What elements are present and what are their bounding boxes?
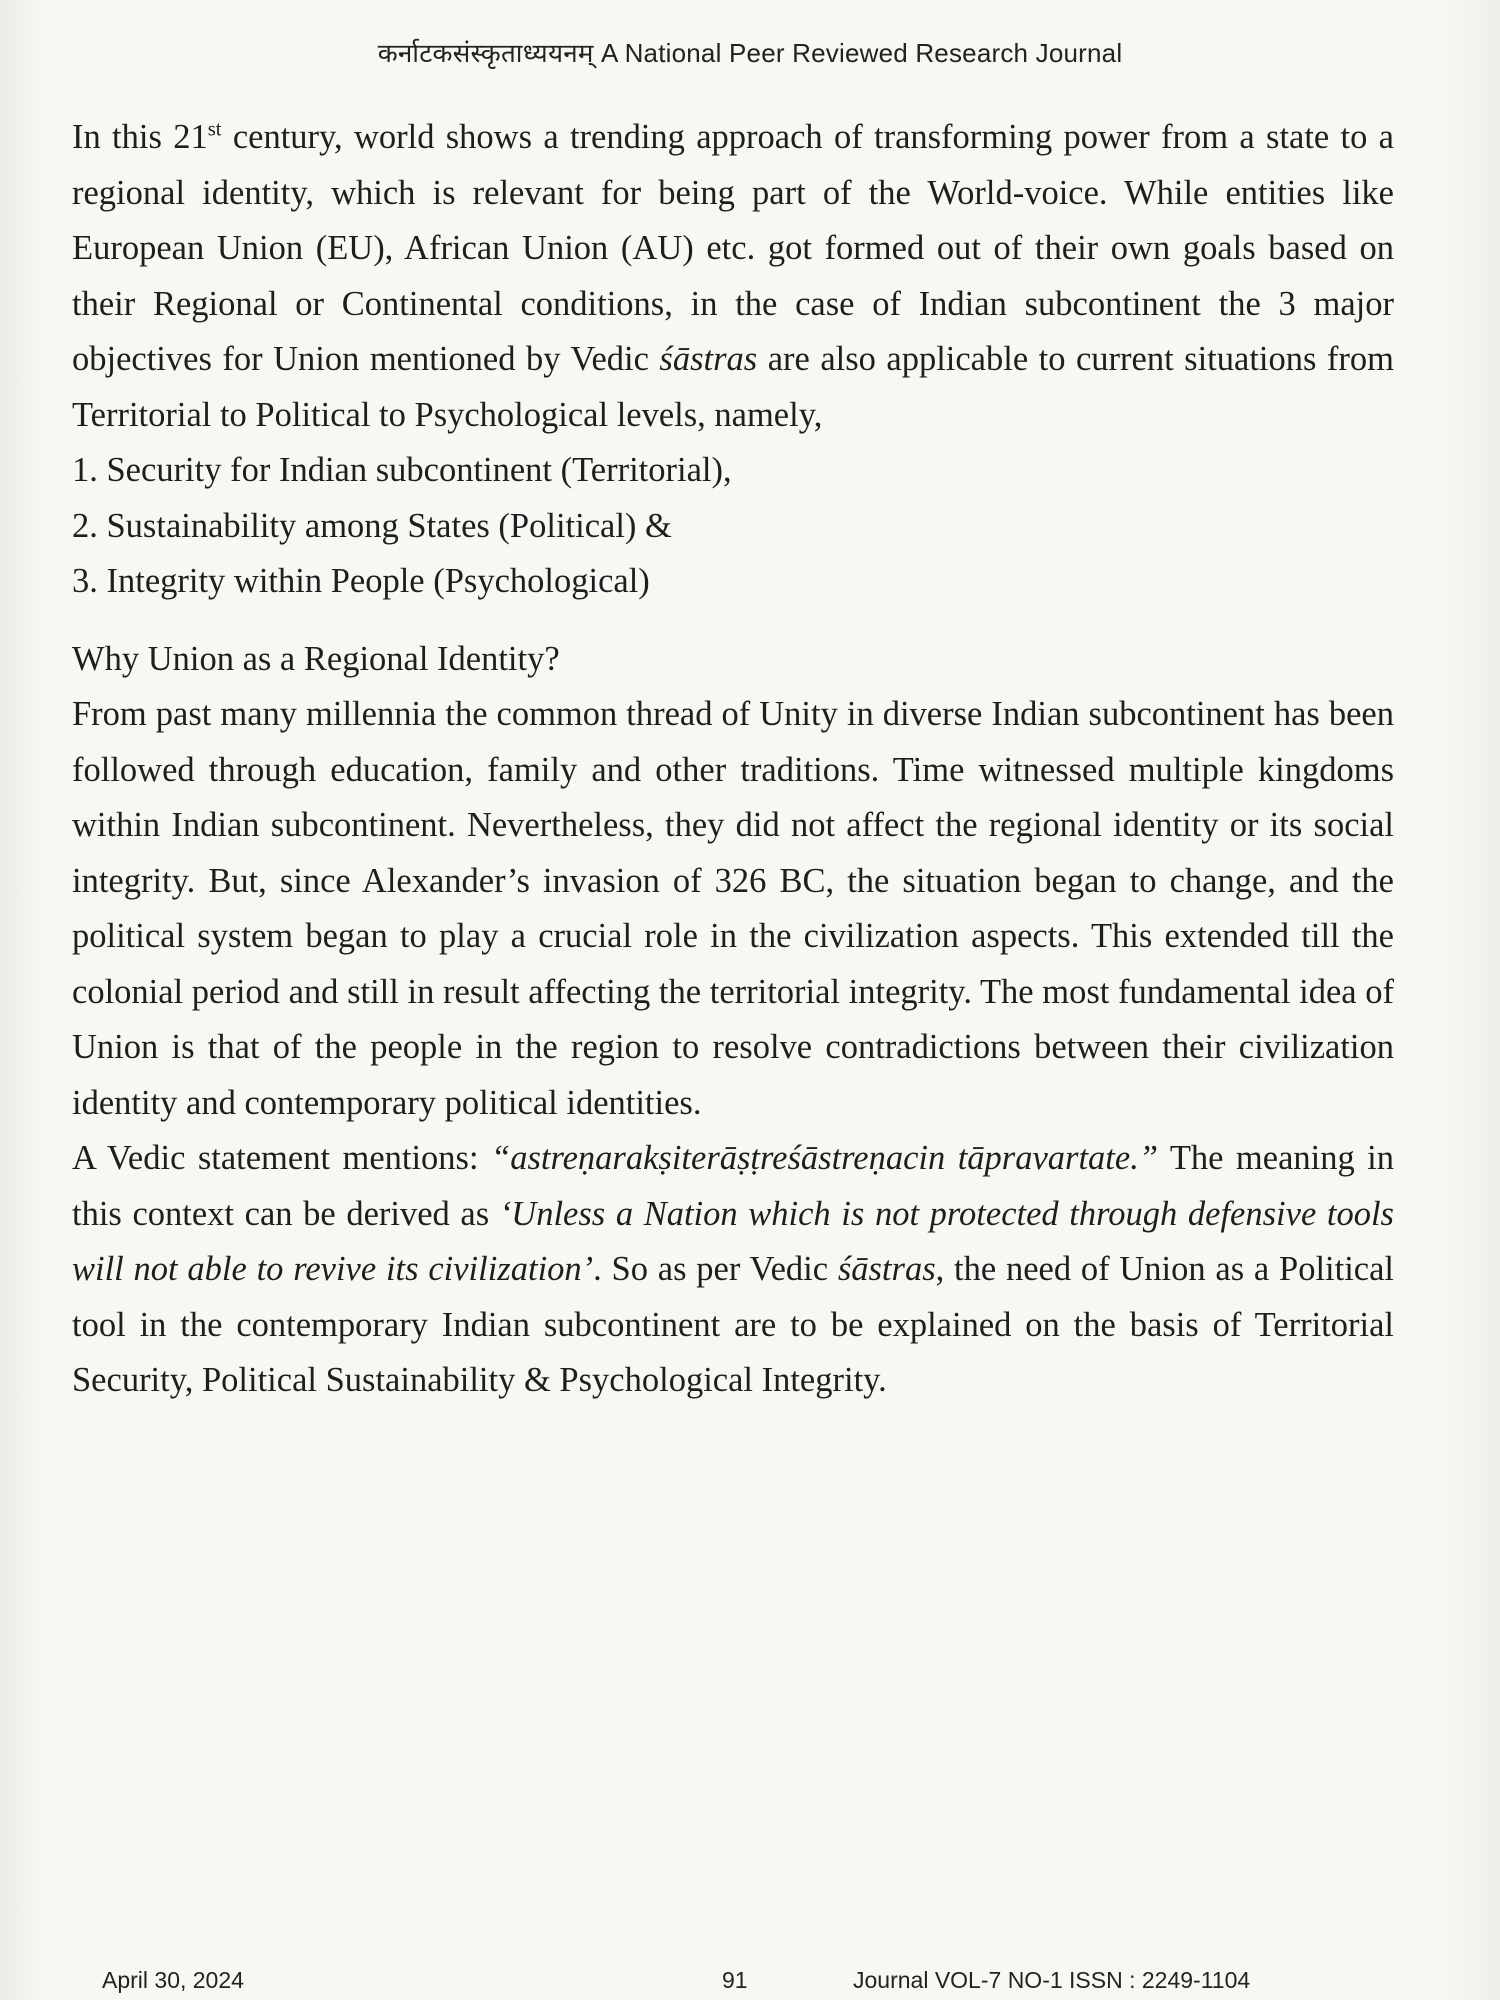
intro-text-1: century, world shows a trending approach of transforming power from a state to a regional identity, which is relevant for being part of the World-voice. While entities like European Union (EU), African Union (AU) etc. got formed out of their own goals based on their Regional or Continental conditions, in the case of Indian subcontinent the 3 major objectives for Union mentioned by Vedic — [72, 118, 1394, 378]
history-paragraph: From past many millennia the common thread of Unity in diverse Indian subcontinent has been followed through education, family and other traditions. Time witnessed multiple kingdoms within Indian subcontinent. Nevertheless, they did not affect the regional identity or its social integrity. But, since Alexander’s invasion of 326 BC, the situation began to change, and the political system began to play a crucial role in the civilization aspects. This extended till the colonial period and still in result affecting the territorial integrity. The most fundamental idea of Union is that of the people in the region to resolve contradictions between their civilization identity and contemporary political identities. — [72, 695, 1394, 1122]
list-item: 3. Integrity within People (Psychological) — [72, 562, 650, 600]
ordinal-suffix: st — [207, 118, 222, 141]
page-number: 91 — [722, 1967, 748, 1993]
vedic-tail: , the need of Union as a Political tool in the contemporary Indian subcontinent are to be explained on the basis of Territorial Security, Political Sustainability & Psychological Integrity. — [72, 1250, 1395, 1399]
list-item: 2. Sustainability among States (Political) & — [72, 506, 672, 545]
objectives-list — [72, 443, 1394, 610]
vedic-meaning: ‘Unless a Nation which is not protected through defensive tools will not able to revive its civilization’ — [72, 1194, 1394, 1288]
intro-prefix: In this 21 — [72, 118, 208, 156]
intro-text-2: are also applicable to current situations from Territorial to Political to Psychological levels, namely, — [72, 340, 1394, 434]
intro-paragraph — [72, 110, 1394, 443]
vedic-mid-2: . So as per Vedic — [593, 1250, 838, 1288]
vedic-mid: The meaning in this context can be derived as — [72, 1139, 1394, 1233]
vedic-quote: “astreṇarakṣiterāṣṭreśāstreṇacin tāpravartate.” — [491, 1139, 1159, 1177]
journal-info: Journal VOL-7 NO-1 ISSN : 2249-1104 — [853, 1967, 1251, 1993]
footer-date: April 30, 2024 — [102, 1967, 244, 1993]
section-question: Why Union as a Regional Identity? — [72, 639, 560, 678]
vedic-term: śāstras — [837, 1250, 936, 1288]
journal-header: कर्नाटकसंस्कृताध्ययनम् A National Peer Reviewed Research Journal — [377, 38, 1123, 68]
vedic-lead: A Vedic statement mentions: — [72, 1139, 492, 1177]
article-body — [72, 110, 1394, 1409]
vedic-paragraph — [72, 1131, 1394, 1409]
list-item: 1. Security for Indian subcontinent (Territorial), — [72, 451, 732, 489]
intro-term: śāstras — [659, 340, 758, 378]
